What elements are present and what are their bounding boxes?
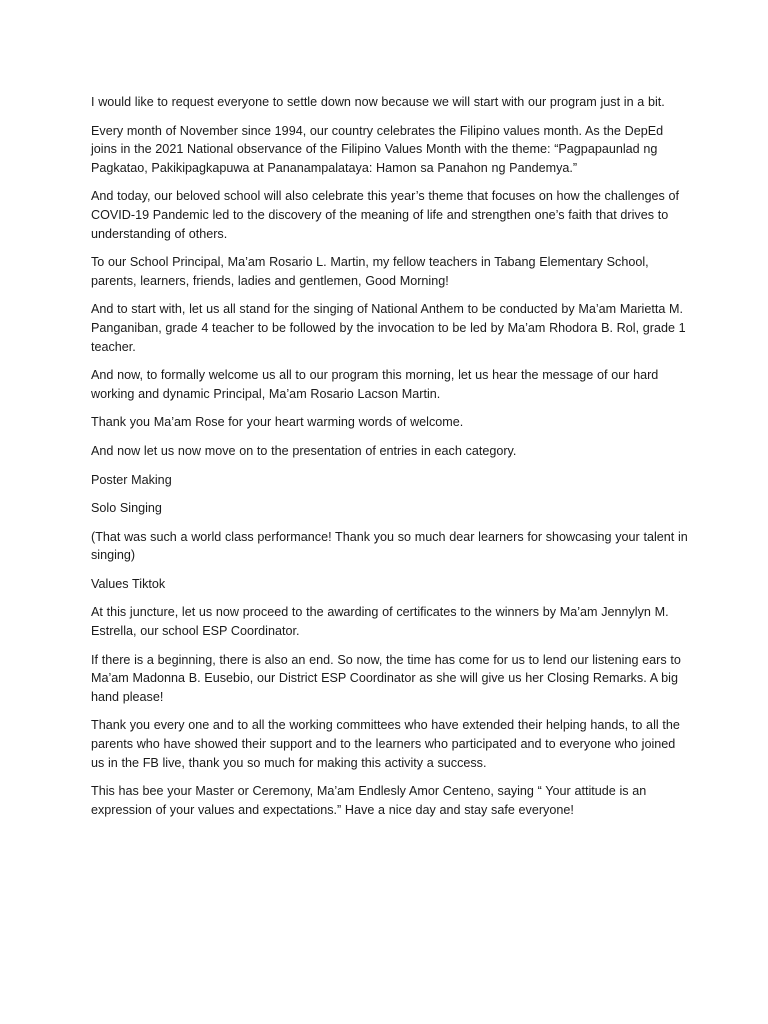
paragraph-thank-you-rose: Thank you Ma’am Rose for your heart warming words of welcome. <box>91 415 464 430</box>
category-poster-making: Poster Making <box>91 472 172 487</box>
category-values-tiktok: Values Tiktok <box>91 576 166 591</box>
paragraph-thanks-committees: Thank you every one and to all the working committees who have extended their helping hands, to all the parents who have showed their support and to the learners who participated and to everyone who joined us in the FB live, thank you so much for making this activity a success. <box>91 718 680 770</box>
document-body <box>91 93 691 829</box>
paragraph-greeting: To our School Principal, Ma’am Rosario L. Martin, my fellow teachers in Tabang Elementary School, parents, learners, friends, ladies and gentlemen, Good Morning! <box>91 255 649 288</box>
category-solo-singing: Solo Singing <box>91 501 162 516</box>
paragraph-settle-down: I would like to request everyone to settle down now because we will start with our program just in a bit. <box>91 95 665 109</box>
paragraph-sign-off: This has bee your Master or Ceremony, Ma’am Endlesly Amor Centeno, saying “ Your attitude is an expression of your values and expectations.” Have a nice day and stay safe everyone! <box>91 784 647 817</box>
paragraph-awarding: At this juncture, let us now proceed to the awarding of certificates to the winners by Ma’am Jennylyn M. Estrella, our school ESP Coordinator. <box>91 605 669 639</box>
paragraph-school-theme: And today, our beloved school will also celebrate this year’s theme that focuses on how the challenges of COVID-19 Pandemic led to the discovery of the meaning of life and strengthen one’s faith that drives to understanding of others. <box>91 189 679 241</box>
paragraph-performance-note: (That was such a world class performance! Thank you so much dear learners for showcasing your talent in singing) <box>91 529 688 563</box>
paragraph-presentation-entries: And now let us now move on to the presentation of entries in each category. <box>91 443 517 458</box>
paragraph-closing-remarks: If there is a beginning, there is also an end. So now, the time has come for us to lend our listening ears to Ma’am Madonna B. Eusebio, our District ESP Coordinator as she will give us her Closing Remarks. A big hand please! <box>91 652 681 704</box>
paragraph-national-anthem: And to start with, let us all stand for the singing of National Anthem to be conducted by Ma’am Marietta M. Panganiban, grade 4 teacher to be followed by the invocation to be led by Ma’am Rhodora B. Rol, grade 1 teacher. <box>91 302 686 354</box>
paragraph-values-month: Every month of November since 1994, our country celebrates the Filipino values month. As the DepEd joins in the 2021 National observance of the Filipino Values Month with the theme: “Pagpapaunlad ng Pagkatao, Pakikipagkapuwa at Pananampalataya: Hamon sa Panahon ng Pandemya.” <box>91 123 664 175</box>
paragraph-welcome-message: And now, to formally welcome us all to our program this morning, let us hear the message of our hard working and dynamic Principal, Ma’am Rosario Lacson Martin. <box>91 368 659 401</box>
